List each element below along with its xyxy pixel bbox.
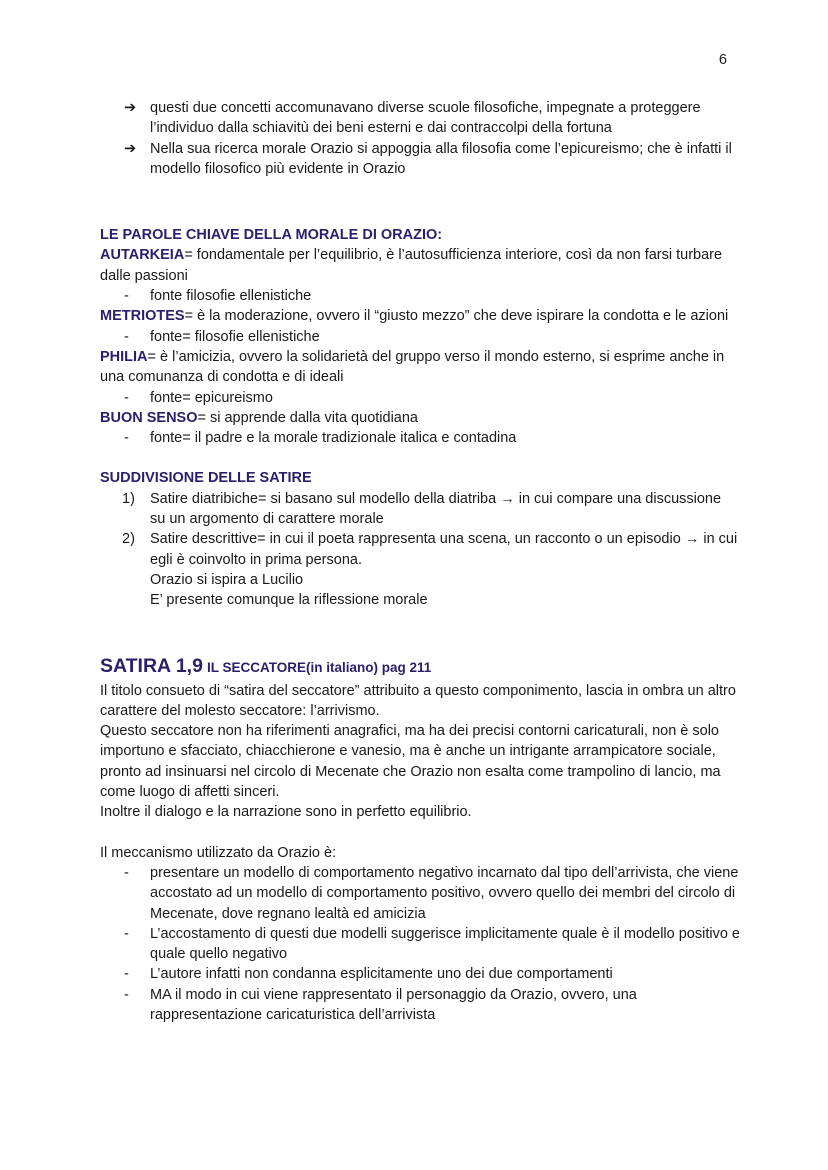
indented-line: E’ presente comunque la riflessione morale [150,592,428,609]
arrow-icon: ➔ [124,100,137,116]
dash-marker: - [124,389,129,406]
page-content [100,98,740,1025]
satira-title [100,653,740,681]
item-text: Satire descrittive= in cui il poeta rappresenta una scena, un racconto o un episodio → in cui egli è coinvolto in prima persona. [150,531,738,568]
satire-section [100,468,740,610]
list-item [100,924,740,965]
mechanism-list [100,863,740,1025]
list-item-text: L’autore infatti non condanna esplicitamente uno dei due comportamenti [150,966,613,983]
source-text: fonte= filosofie ellenistiche [150,328,320,345]
keyword-source [100,388,740,408]
paragraph: Il titolo consueto di “satira del seccatore” attribuito a questo componimento, lascia in ombra un altro carattere del molesto seccatore: l’arrivismo. [100,682,736,719]
list-item [100,985,740,1026]
keyword-entry [100,245,740,286]
source-text: fonte filosofie ellenistiche [150,288,312,305]
satira-section [100,653,740,1026]
list-item-text: L’accostamento di questi due modelli suggerisce implicitamente quale è il modello positivo e quale quello negativo [150,925,740,963]
paragraph: Questo seccatore non ha riferimenti anagrafici, ma ha dei precisi contorni caricaturali, non è solo importuno e sfacciato, chiacchierone e vanesio, ma è anche un intrigante arrampicatore sociale, pronto ad insinuarsi nel circolo di Mecenate che Orazio non esalta come trampolino di lancio, ma come luogo di affetti sinceri. [100,723,721,801]
list-item [100,964,740,984]
dash-marker: - [124,430,129,447]
item-number: 1) [122,490,135,507]
keyword-definition: = è la moderazione, ovvero il “giusto mezzo” che deve ispirare la condotta e le azioni [184,308,729,325]
keyword-term: METRIOTES [100,308,185,325]
keyword-entry [100,408,740,428]
keyword-definition: = è l’amicizia, ovvero la solidarietà del gruppo verso il mondo esterno, si esprime anche in una comunanza di condotta e di ideali [100,348,725,386]
keyword-term: AUTARKEIA [100,247,185,264]
list-item [100,98,740,139]
keyword-source [100,327,740,347]
list-item-text: Nella sua ricerca morale Orazio si appoggia alla filosofia come l’epicureismo; che è infatti il modello filosofico più evidente in Orazio [150,140,732,177]
section-heading: LE PAROLE CHIAVE DELLA MORALE DI ORAZIO: [100,227,443,244]
satira-title-main: SATIRA 1,9 [100,654,203,677]
source-text: fonte= il padre e la morale tradizionale italica e contadina [150,430,517,447]
source-text: fonte= epicureismo [150,389,273,406]
numbered-item [100,529,740,570]
page-number: 6 [718,52,727,68]
item-number: 2) [122,531,135,548]
dash-marker: - [124,864,129,881]
list-item-text: MA il modo in cui viene rappresentato il personaggio da Orazio, ovvero, una rappresentazione caricaturistica dell’arrivista [150,986,637,1023]
numbered-item [100,489,740,530]
keyword-term: PHILIA [100,348,148,365]
keyword-definition: = si apprende dalla vita quotidiana [197,409,418,426]
mechanism-intro: Il meccanismo utilizzato da Orazio è: [100,844,337,861]
list-item-text: questi due concetti accomunavano diverse scuole filosofiche, impegnate a proteggere l’individuo dalla schiavitù dei beni esterni e dai contraccolpi della fortuna [150,100,701,137]
keyword-entry [100,306,740,326]
list-item [100,863,740,924]
dash-marker: - [124,328,129,345]
keyword-entry [100,347,740,388]
indented-line: Orazio si ispira a Lucilio [150,571,304,588]
list-item [100,139,740,180]
intro-list [100,98,740,179]
keyword-definition: = fondamentale per l’equilibrio, è l’autosufficienza interiore, così da non farsi turbare dalle passioni [100,247,723,284]
arrow-icon: ➔ [124,140,137,157]
satira-title-sub: IL SECCATORE(in italiano) pag 211 [206,659,432,675]
keyword-term: BUON SENSO [100,409,198,426]
item-text: Satire diatribiche= si basano sul modello della diatriba → in cui compare una discussione su un argomento di carattere morale [150,490,722,528]
dash-marker: - [124,288,129,305]
dash-marker: - [124,966,129,983]
keyword-source [100,428,740,448]
keywords-section [100,225,740,448]
dash-marker: - [124,986,129,1003]
keyword-source [100,286,740,306]
list-item-text: presentare un modello di comportamento negativo incarnato dal tipo dell’arrivista, che viene accostato ad un modello di comportamento positivo, ovvero quello dei membri del circolo di Mecenate, dove regnano lealtà ed amicizia [150,864,739,922]
section-heading: SUDDIVISIONE DELLE SATIRE [100,470,312,487]
dash-marker: - [124,925,129,942]
paragraph: Inoltre il dialogo e la narrazione sono in perfetto equilibrio. [100,804,472,821]
